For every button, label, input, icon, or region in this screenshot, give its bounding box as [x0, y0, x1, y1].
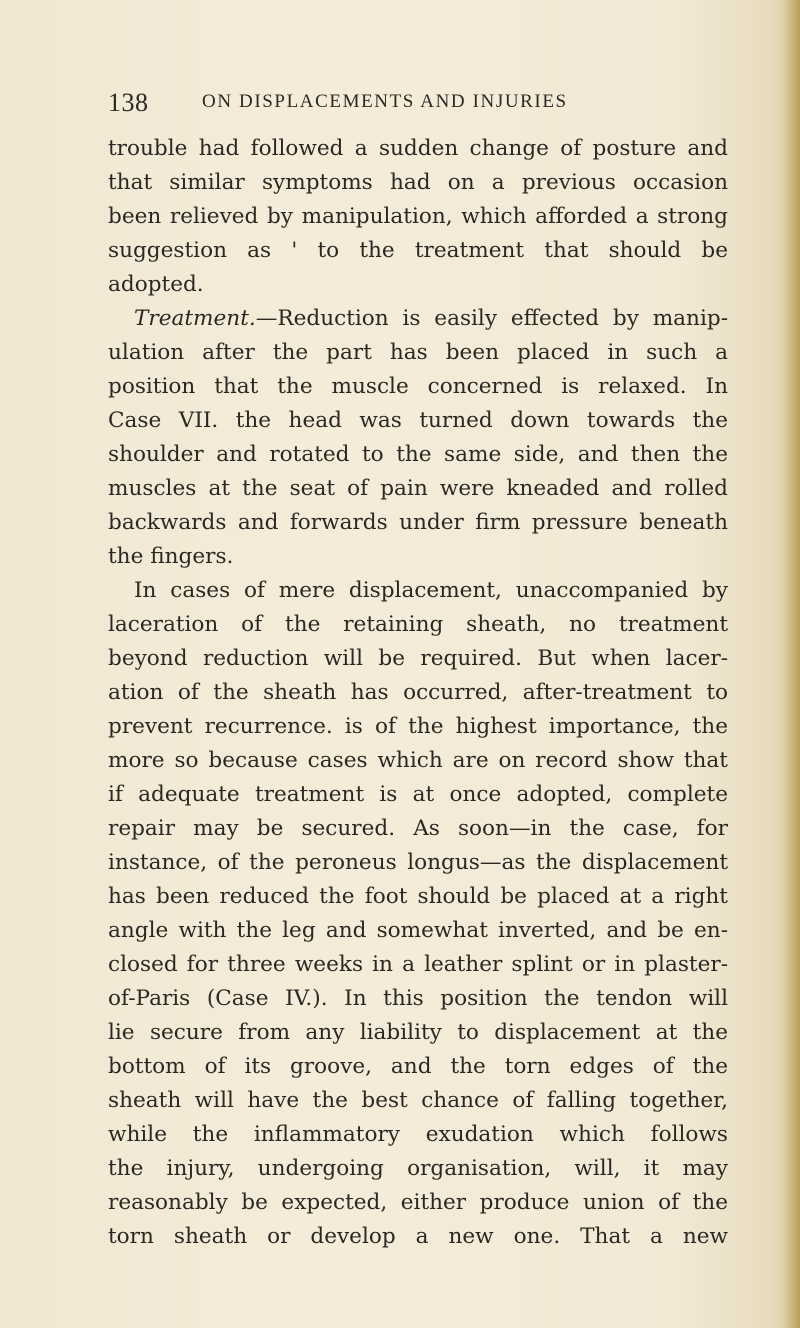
text-line-rest: —Reduction is easily effected by manip-: [255, 306, 728, 331]
text-line: prevent recurrence. is of the highest importance, the: [108, 714, 728, 739]
text-line: if adequate treatment is at once adopted, complete: [108, 782, 728, 807]
text-line: that similar symptoms had on a previous occasion: [108, 170, 728, 195]
text-line: trouble had followed a sudden change of posture and: [108, 136, 728, 161]
text-line: sheath will have the best chance of falling together,: [108, 1088, 728, 1113]
text-line: muscles at the seat of pain were kneaded and rolled: [108, 476, 728, 501]
text-line: lie secure from any liability to displacement at the: [108, 1020, 728, 1045]
text-line: [108, 302, 728, 336]
text-line: ation of the sheath has occurred, after-treatment to: [108, 680, 728, 705]
text-line: has been reduced the foot should be placed at a right: [108, 884, 728, 909]
text-line: of-Paris (Case IV.). In this position the tendon will: [108, 986, 728, 1011]
text-line: closed for three weeks in a leather splint or in plaster-: [108, 952, 728, 977]
text-line: adopted.: [108, 272, 204, 297]
text-line: laceration of the retaining sheath, no treatment: [108, 612, 728, 637]
page-header: [108, 88, 728, 122]
treatment-heading: Treatment.: [134, 306, 256, 331]
text-line: shoulder and rotated to the same side, and then the: [108, 442, 728, 467]
text-line: In cases of mere displacement, unaccompanied by: [134, 578, 728, 603]
text-line: more so because cases which are on record show that: [108, 748, 728, 773]
text-line: position that the muscle concerned is relaxed. In: [108, 374, 728, 399]
page-number: 138: [108, 88, 149, 117]
text-line: torn sheath or develop a new one. That a new: [108, 1224, 728, 1249]
text-line: while the inflammatory exudation which follows: [108, 1122, 728, 1147]
text-line: repair may be secured. As soon—in the case, for: [108, 816, 728, 841]
text-line: Case VII. the head was turned down towards the: [108, 408, 728, 433]
text-line: backwards and forwards under firm pressure beneath: [108, 510, 728, 535]
text-line: ulation after the part has been placed in such a: [108, 340, 728, 365]
body-text: [108, 132, 728, 1254]
text-line: instance, of the peroneus longus—as the displacement: [108, 850, 728, 875]
text-line: the injury, undergoing organisation, will, it may: [108, 1156, 728, 1181]
running-head: ON DISPLACEMENTS AND INJURIES: [202, 91, 568, 112]
text-line: bottom of its groove, and the torn edges of the: [108, 1054, 728, 1079]
text-line: angle with the leg and somewhat inverted, and be en-: [108, 918, 728, 943]
text-line: the fingers.: [108, 544, 234, 569]
text-line: been relieved by manipulation, which afforded a strong: [108, 204, 728, 229]
page-edge-shadow: [782, 0, 800, 1328]
text-line: suggestion as ' to the treatment that should be: [108, 238, 728, 263]
text-line: beyond reduction will be required. But when lacer-: [108, 646, 728, 671]
text-line: reasonably be expected, either produce union of the: [108, 1190, 728, 1215]
